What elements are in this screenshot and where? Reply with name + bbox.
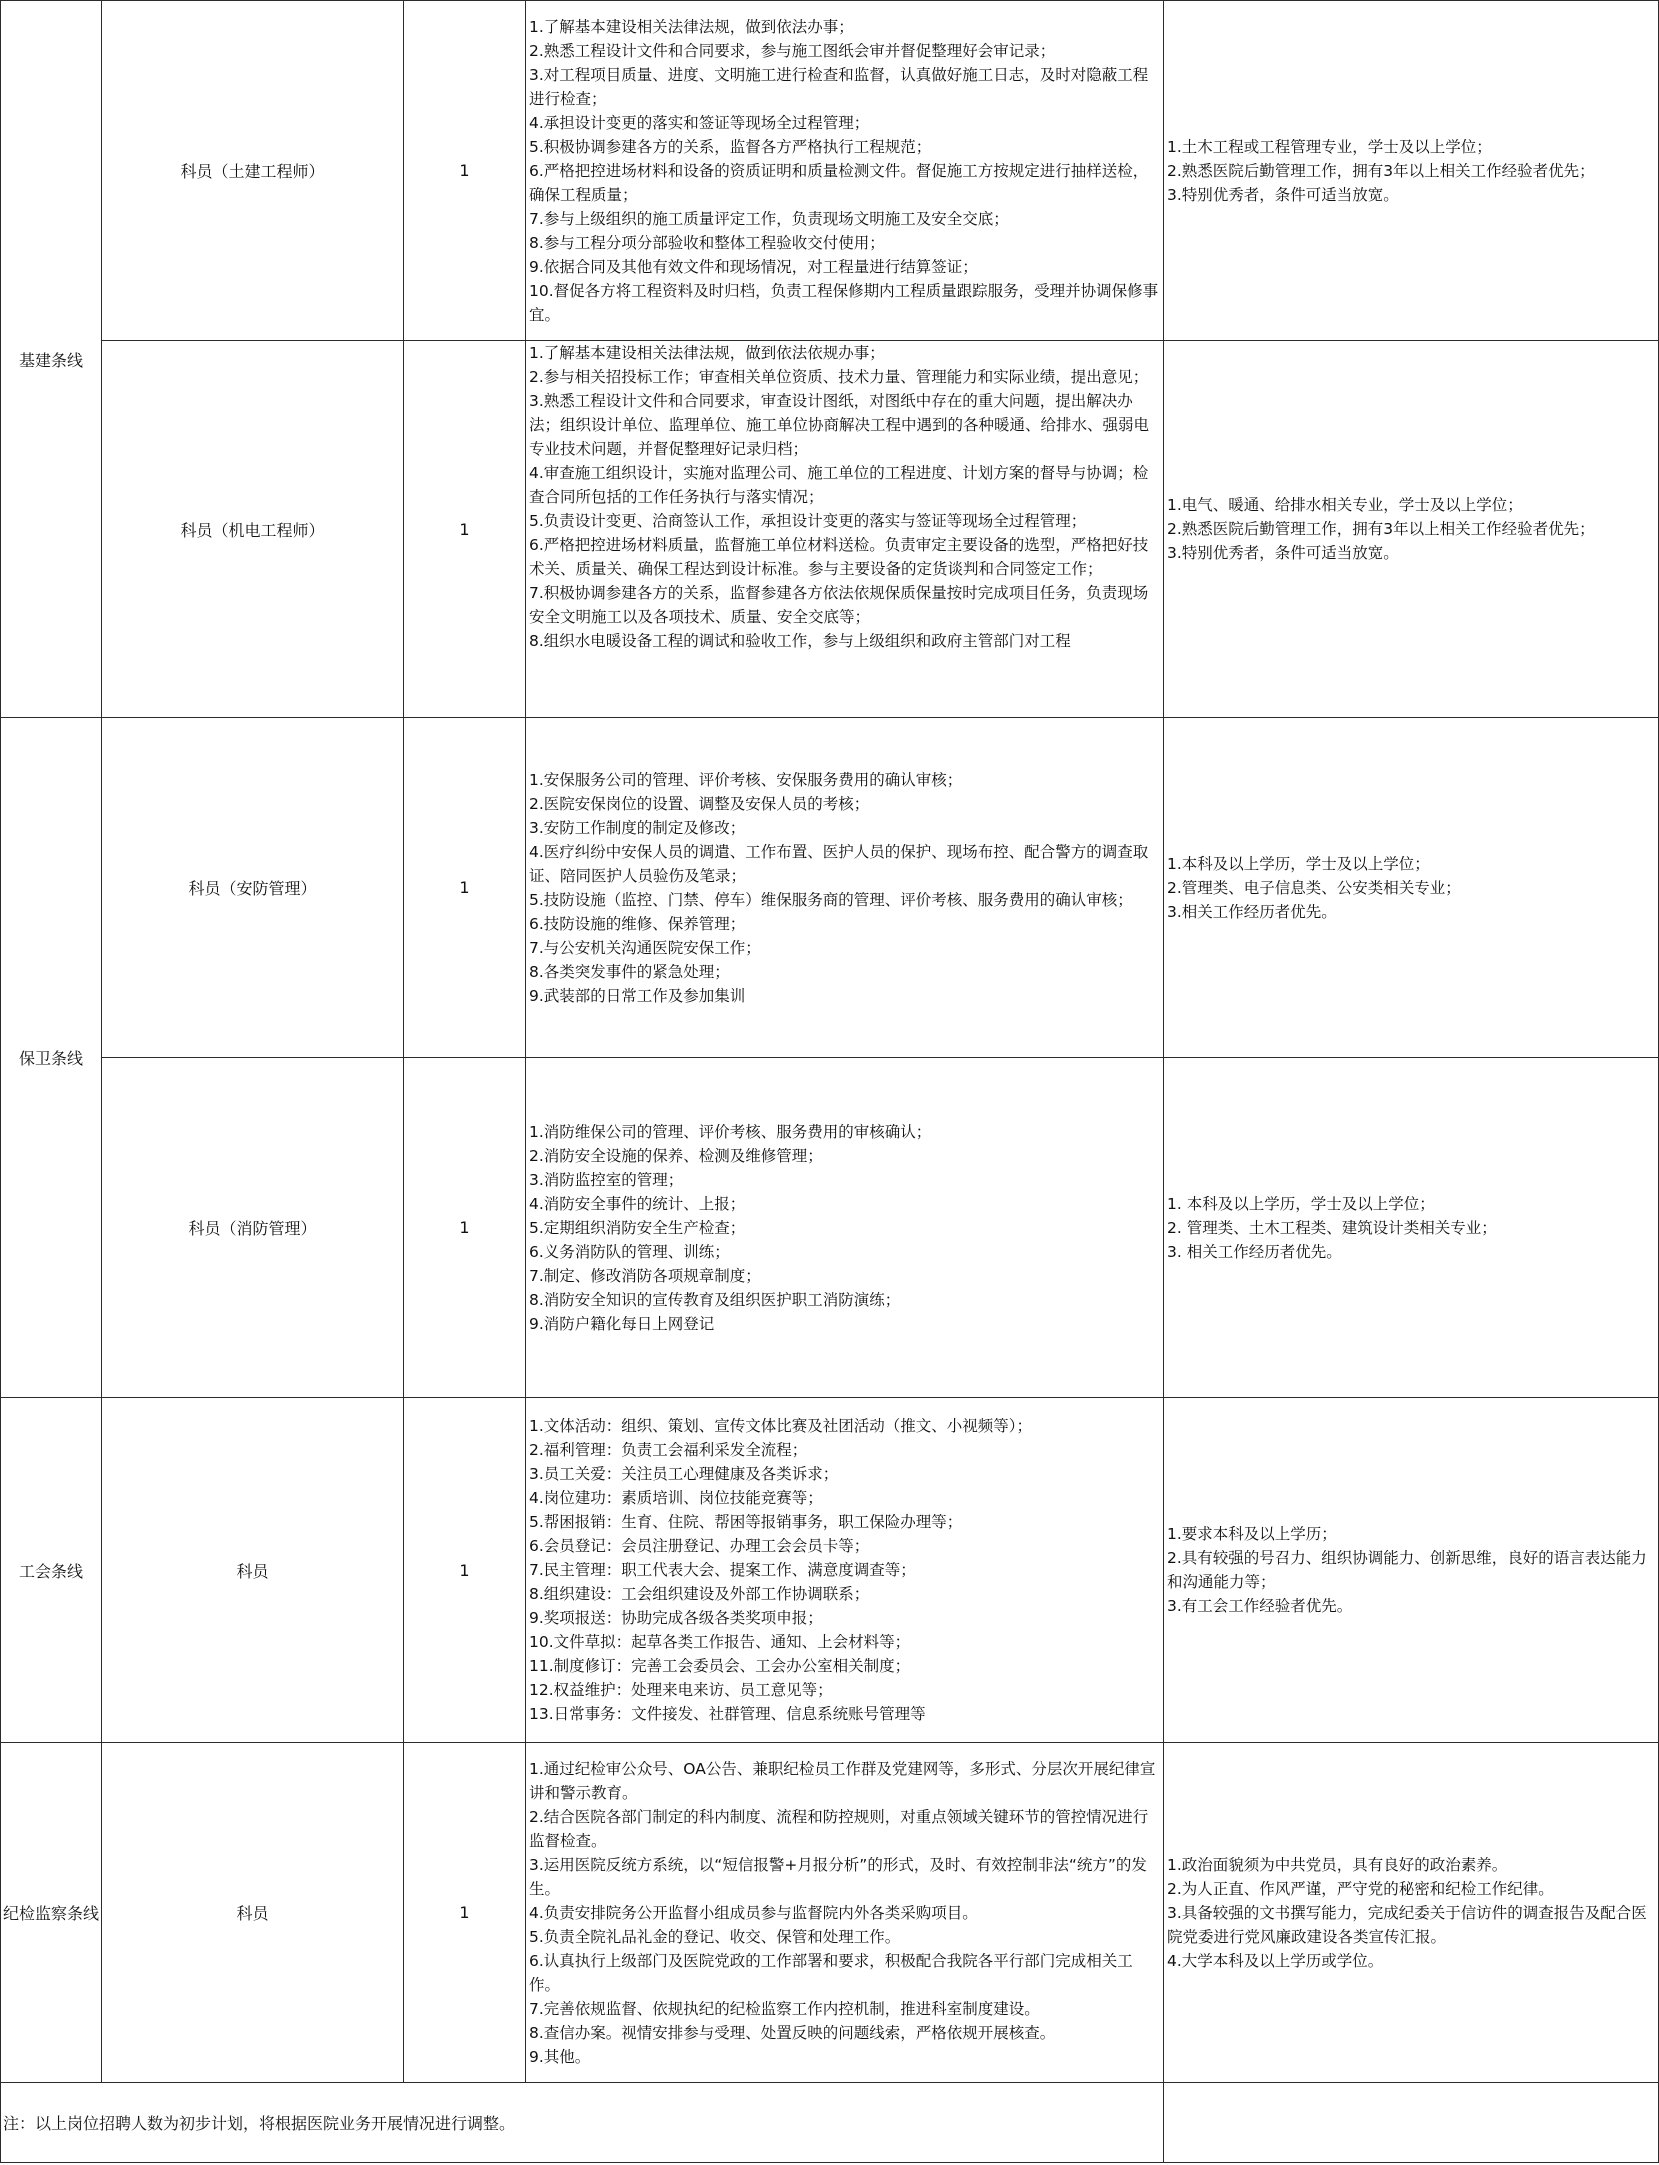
duty-item: 6.技防设施的维修、保养管理； [529, 914, 746, 933]
duties-list [529, 1414, 1160, 1726]
duties-cell[interactable] [526, 1058, 1164, 1398]
duty-item: 12.权益维护：处理来电来访、员工意见等； [529, 1681, 833, 1699]
requirements-cell[interactable] [1164, 341, 1659, 718]
duties-cell[interactable] [526, 1398, 1164, 1743]
duty-item: 9.其他。 [529, 2047, 591, 2066]
table-row [1, 341, 1659, 718]
duty-item: 4.岗位建功：素质培训、岗位技能竞赛等； [529, 1489, 823, 1507]
duty-item: 5.定期组织消防安全生产检查； [529, 1218, 746, 1237]
duty-item: 11.制度修订：完善工会委员会、工会办公室相关制度； [529, 1657, 911, 1675]
duty-item: 6.认真执行上级部门及医院党政的工作部署和要求，积极配合我院各平行部门完成相关工作。 [529, 1951, 1133, 1994]
requirement-item: 2.管理类、电子信息类、公安类相关专业； [1167, 878, 1461, 897]
duty-item: 4.消防安全事件的统计、上报； [529, 1194, 746, 1213]
requirements-cell[interactable] [1164, 718, 1659, 1058]
table-row [1, 1743, 1659, 2083]
table-row [1, 1398, 1659, 1743]
duty-item: 8.各类突发事件的紧急处理； [529, 962, 730, 981]
duty-item: 13.日常事务：文件接发、社群管理、信息系统账号管理等 [529, 1705, 926, 1723]
duty-item: 7.与公安机关沟通医院安保工作； [529, 938, 761, 957]
duty-item: 3.消防监控室的管理； [529, 1170, 684, 1189]
table-row [1, 1058, 1659, 1398]
duty-item: 5.积极协调参建各方的关系，监督各方严格执行工程规范； [529, 137, 932, 156]
note-empty-cell [1164, 2083, 1659, 2163]
duty-item: 1.消防维保公司的管理、评价考核、服务费用的审核确认； [529, 1122, 932, 1141]
duty-item: 5.负责设计变更、洽商签认工作，承担设计变更的落实与签证等现场全过程管理； [529, 512, 1087, 530]
duty-item: 7.民主管理：职工代表大会、提案工作、满意度调查等； [529, 1561, 916, 1579]
requirement-item: 3. 相关工作经历者优先。 [1167, 1242, 1342, 1261]
requirements-cell[interactable] [1164, 1058, 1659, 1398]
duty-item: 4.医疗纠纷中安保人员的调遣、工作布置、医护人员的保护、现场布控、配合警方的调查取证、陪同医护人员验伤及笔录； [529, 842, 1149, 885]
position-cell[interactable]: 科员 [102, 1398, 404, 1743]
requirements-list [1167, 1522, 1655, 1618]
duty-item: 9.消防户籍化每日上网登记 [529, 1314, 715, 1333]
duty-item: 7.完善依规监督、依规执纪的纪检监察工作内控机制，推进科室制度建设。 [529, 1999, 1040, 2018]
duty-item: 2.医院安保岗位的设置、调整及安保人员的考核； [529, 794, 870, 813]
line-cell[interactable]: 工会条线 [1, 1398, 102, 1743]
duty-item: 1.文体活动：组织、策划、宣传文体比赛及社团活动（推文、小视频等）； [529, 1417, 1033, 1435]
requirement-item: 3.有工会工作经验者优先。 [1167, 1597, 1353, 1615]
duty-item: 5.帮困报销：生育、住院、帮困等报销事务，职工保险办理等； [529, 1513, 963, 1531]
requirement-item: 1.政治面貌须为中共党员，具有良好的政治素养。 [1167, 1855, 1508, 1874]
duties-list [529, 768, 1160, 1008]
requirements-list [1167, 135, 1655, 207]
requirements-list [1167, 1853, 1655, 1973]
line-cell[interactable]: 基建条线 [1, 1, 102, 718]
duty-item: 3.员工关爱：关注员工心理健康及各类诉求； [529, 1465, 839, 1483]
duty-item: 7.参与上级组织的施工质量评定工作，负责现场文明施工及安全交底； [529, 209, 1009, 228]
requirement-item: 2.为人正直、作风严谨，严守党的秘密和纪检工作纪律。 [1167, 1879, 1554, 1898]
duty-item: 2.结合医院各部门制定的科内制度、流程和防控规则，对重点领域关键环节的管控情况进行监督检查。 [529, 1807, 1149, 1850]
duty-item: 9.奖项报送：协助完成各级各类奖项申报； [529, 1609, 823, 1627]
count-cell[interactable]: 1 [404, 341, 526, 718]
duty-item: 10.文件草拟：起草各类工作报告、通知、上会材料等； [529, 1633, 911, 1651]
duty-item: 6.严格把控进场材料和设备的资质证明和质量检测文件。督促施工方按规定进行抽样送检，确保工程质量； [529, 161, 1149, 204]
duty-item: 3.熟悉工程设计文件和合同要求，审查设计图纸，对图纸中存在的重大问题，提出解决办法；组织设计单位、监理单位、施工单位协商解决工程中遇到的各种暖通、给排水、强弱电专业技术问题，并督促整理好记录归档； [529, 392, 1150, 458]
duty-item: 10.督促各方将工程资料及时归档，负责工程保修期内工程质量跟踪服务，受理并协调保修事宜。 [529, 281, 1159, 324]
count-cell[interactable]: 1 [404, 1, 526, 341]
duty-item: 6.严格把控进场材料质量，监督施工单位材料送检。负责审定主要设备的选型，严格把好技术关、质量关、确保工程达到设计标准。参与主要设备的定货谈判和合同签定工作； [529, 536, 1149, 578]
table-row [1, 718, 1659, 1058]
duty-item: 2.参与相关招投标工作；审查相关单位资质、技术力量、管理能力和实际业绩，提出意见； [529, 368, 1149, 386]
duty-item: 5.技防设施（监控、门禁、停车）维保服务商的管理、评价考核、服务费用的确认审核； [529, 890, 1133, 909]
duty-item: 1.安保服务公司的管理、评价考核、安保服务费用的确认审核； [529, 770, 963, 789]
duties-cell[interactable] [526, 341, 1164, 718]
duty-item: 8.参与工程分项分部验收和整体工程验收交付使用； [529, 233, 885, 252]
duty-item: 4.负责安排院务公开监督小组成员参与监督院内外各类采购项目。 [529, 1903, 978, 1922]
duty-item: 1.了解基本建设相关法律法规，做到依法办事； [529, 17, 854, 36]
duty-item: 1.了解基本建设相关法律法规，做到依法依规办事； [529, 344, 885, 362]
duty-item: 3.对工程项目质量、进度、文明施工进行检查和监督，认真做好施工日志，及时对隐蔽工程进行检查； [529, 65, 1149, 108]
requirements-cell[interactable] [1164, 1398, 1659, 1743]
duty-item: 7.积极协调参建各方的关系，监督参建各方依法依规保质保量按时完成项目任务，负责现场安全文明施工以及各项技术、质量、安全交底等； [529, 584, 1149, 626]
requirement-item: 3.具备较强的文书撰写能力，完成纪委关于信访件的调查报告及配合医院党委进行党风廉政建设各类宣传汇报。 [1167, 1903, 1647, 1946]
duty-item: 6.义务消防队的管理、训练； [529, 1242, 730, 1261]
requirements-cell[interactable] [1164, 1, 1659, 341]
position-cell[interactable]: 科员（机电工程师） [102, 341, 404, 718]
duty-item: 7.制定、修改消防各项规章制度； [529, 1266, 761, 1285]
requirements-list [1167, 852, 1655, 924]
count-cell[interactable]: 1 [404, 718, 526, 1058]
duty-item: 3.安防工作制度的制定及修改； [529, 818, 746, 837]
duties-cell[interactable] [526, 1743, 1164, 2083]
count-cell[interactable]: 1 [404, 1058, 526, 1398]
position-cell[interactable]: 科员（消防管理） [102, 1058, 404, 1398]
requirement-item: 1.电气、暖通、给排水相关专业，学士及以上学位； [1167, 496, 1523, 514]
footnote: 注：以上岗位招聘人数为初步计划，将根据医院业务开展情况进行调整。 [1, 2083, 1164, 2163]
requirements-cell[interactable] [1164, 1743, 1659, 2083]
duties-list [529, 15, 1160, 327]
requirement-item: 1.本科及以上学历，学士及以上学位； [1167, 854, 1430, 873]
duty-item: 2.福利管理：负责工会福利采发全流程； [529, 1441, 808, 1459]
position-cell[interactable]: 科员 [102, 1743, 404, 2083]
line-cell[interactable]: 纪检监察条线 [1, 1743, 102, 2083]
requirement-item: 2.具有较强的号召力、组织协调能力、创新思维，良好的语言表达能力和沟通能力等； [1167, 1549, 1647, 1591]
position-cell[interactable]: 科员（土建工程师） [102, 1, 404, 341]
requirement-item: 3.特别优秀者，条件可适当放宽。 [1167, 544, 1399, 562]
count-cell[interactable]: 1 [404, 1398, 526, 1743]
duties-list [529, 1120, 1160, 1336]
duty-item: 2.消防安全设施的保养、检测及维修管理； [529, 1146, 823, 1165]
duties-cell[interactable] [526, 718, 1164, 1058]
duty-item: 8.查信办案。视情安排参与受理、处置反映的问题线索，严格依规开展核查。 [529, 2023, 1056, 2042]
duty-item: 9.依据合同及其他有效文件和现场情况，对工程量进行结算签证； [529, 257, 978, 276]
requirements-list [1167, 1192, 1655, 1264]
duty-item: 4.审查施工组织设计，实施对监理公司、施工单位的工程进度、计划方案的督导与协调；检查合同所包括的工作任务执行与落实情况； [529, 464, 1149, 506]
requirement-item: 4.大学本科及以上学历或学位。 [1167, 1951, 1384, 1970]
position-cell[interactable]: 科员（安防管理） [102, 718, 404, 1058]
duty-item: 8.组织水电暖设备工程的调试和验收工作，参与上级组织和政府主管部门对工程 [529, 632, 1071, 650]
duty-item: 8.消防安全知识的宣传教育及组织医护职工消防演练； [529, 1290, 901, 1309]
requirement-item: 3.特别优秀者，条件可适当放宽。 [1167, 185, 1399, 204]
duty-item: 4.承担设计变更的落实和签证等现场全过程管理； [529, 113, 870, 132]
table-row [1, 1, 1659, 341]
requirement-item: 1.要求本科及以上学历； [1167, 1525, 1337, 1543]
duties-cell[interactable] [526, 1, 1164, 341]
requirement-item: 1.土木工程或工程管理专业，学士及以上学位； [1167, 137, 1492, 156]
duty-item: 1.通过纪检审公众号、OA公告、兼职纪检员工作群及党建网等，多形式、分层次开展纪律宣讲和警示教育。 [529, 1759, 1156, 1802]
duty-item: 3.运用医院反统方系统，以“短信报警+月报分析”的形式，及时、有效控制非法“统方”的发生。 [529, 1855, 1147, 1898]
requirement-item: 3.相关工作经历者优先。 [1167, 902, 1337, 921]
duty-item: 8.组织建设：工会组织建设及外部工作协调联系； [529, 1585, 870, 1603]
requirements-list [1167, 493, 1655, 565]
count-cell[interactable]: 1 [404, 1743, 526, 2083]
requirement-item: 2.熟悉医院后勤管理工作，拥有3年以上相关工作经验者优先； [1167, 520, 1595, 538]
note-row [1, 2083, 1659, 2163]
requirement-item: 2. 管理类、土木工程类、建筑设计类相关专业； [1167, 1218, 1497, 1237]
duty-item: 9.武装部的日常工作及参加集训 [529, 986, 746, 1005]
duties-list [529, 341, 1160, 715]
requirement-item: 2.熟悉医院后勤管理工作，拥有3年以上相关工作经验者优先； [1167, 161, 1595, 180]
duty-item: 5.负责全院礼品礼金的登记、收交、保管和处理工作。 [529, 1927, 901, 1946]
line-cell[interactable]: 保卫条线 [1, 718, 102, 1398]
duty-item: 6.会员登记：会员注册登记、办理工会会员卡等； [529, 1537, 870, 1555]
duty-item: 2.熟悉工程设计文件和合同要求，参与施工图纸会审并督促整理好会审记录； [529, 41, 1056, 60]
requirement-item: 1. 本科及以上学历，学士及以上学位； [1167, 1194, 1435, 1213]
duties-list [529, 1757, 1160, 2069]
